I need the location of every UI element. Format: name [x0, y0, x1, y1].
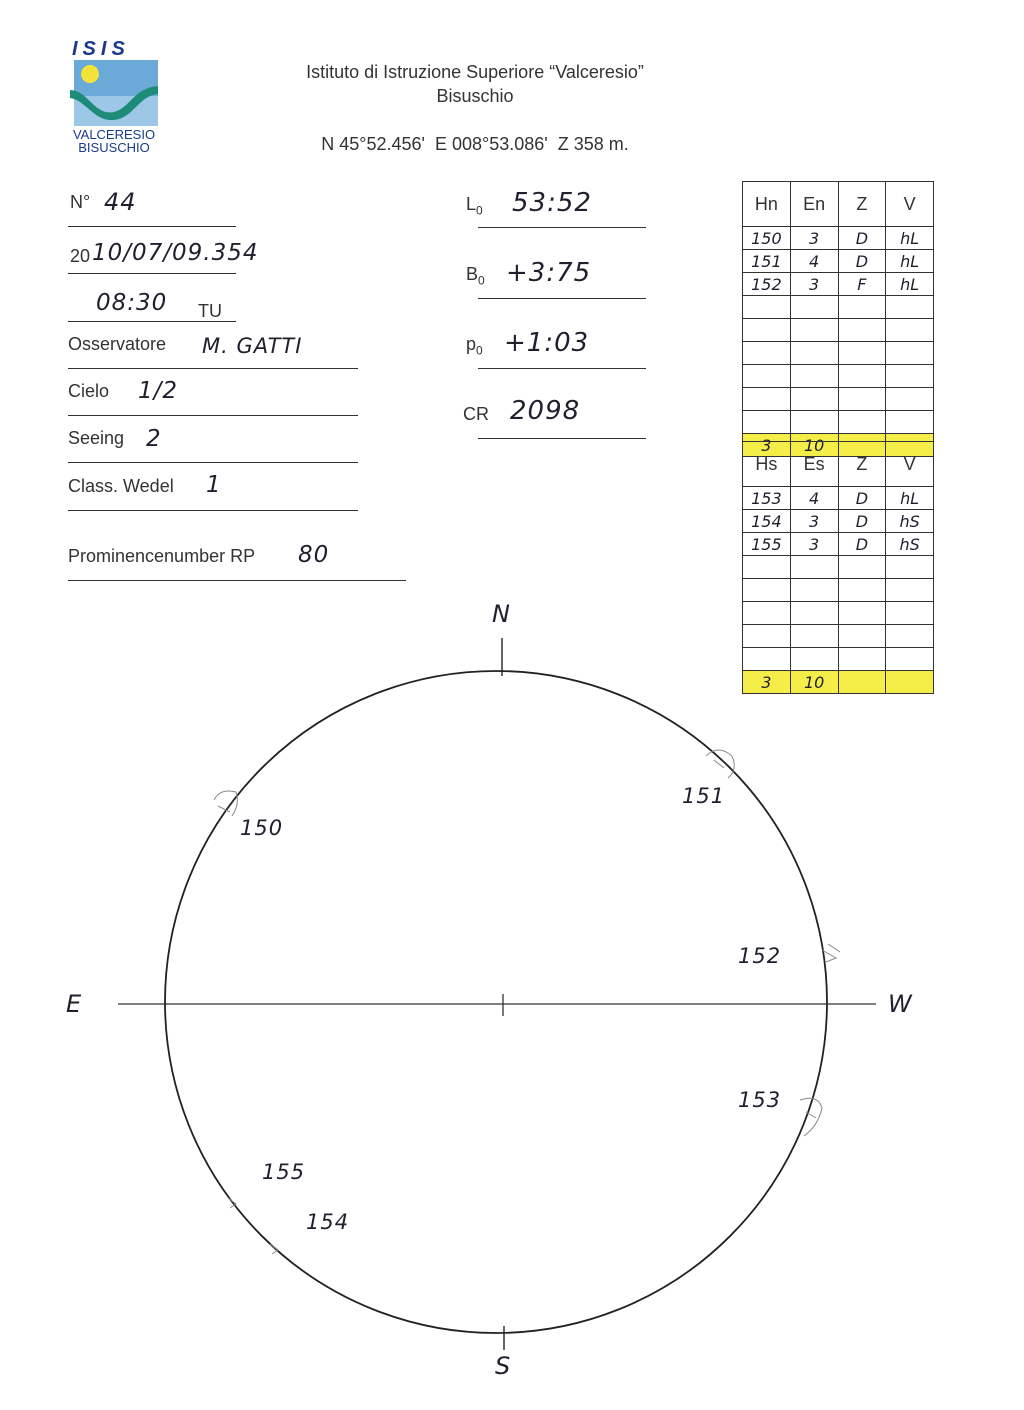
table-cell	[790, 365, 838, 388]
logo-emblem	[68, 60, 160, 128]
col-header: Es	[790, 442, 838, 487]
number-rule	[68, 226, 236, 227]
prominence-label-155: 155	[262, 1160, 306, 1184]
observer-rule	[68, 368, 358, 369]
l0-label: $L_0$	[466, 194, 483, 218]
table-cell	[743, 365, 791, 388]
observer-label: Osservatore	[68, 334, 167, 354]
logo-caption-2: BISUSCHIO	[78, 140, 150, 155]
table-cell: D	[838, 487, 886, 510]
table-cell	[838, 365, 886, 388]
table-cell	[790, 388, 838, 411]
table-cell: 154	[743, 510, 791, 533]
table-cell: hS	[886, 510, 934, 533]
table-cell: 3	[790, 227, 838, 250]
table-row	[743, 273, 934, 296]
table-cell	[886, 342, 934, 365]
table-cell	[743, 556, 791, 579]
institute-city: Bisuschio	[436, 86, 514, 106]
east-label: E	[66, 990, 83, 1018]
time-rule	[68, 321, 236, 322]
table-cell	[886, 365, 934, 388]
institute-name: Istituto di Istruzione Superiore “Valceresio”	[306, 62, 644, 82]
logo-wordmark: ISIS	[72, 38, 130, 60]
col-header: V	[886, 182, 934, 227]
col-header: En	[790, 182, 838, 227]
prominence-value: 80	[298, 542, 330, 568]
table-cell	[743, 411, 791, 434]
table-cell: 151	[743, 250, 791, 273]
table-cell	[838, 388, 886, 411]
seeing-rule	[68, 462, 358, 463]
solar-disk-diagram	[0, 590, 1024, 1390]
observation-number: 44	[104, 188, 137, 216]
observation-time: 08:30	[96, 290, 168, 316]
cr-rule	[478, 438, 646, 439]
prominence-label-152: 152	[738, 944, 782, 968]
table-row	[743, 296, 934, 319]
table-row	[743, 319, 934, 342]
table-cell: 150	[743, 227, 791, 250]
table-cell	[743, 388, 791, 411]
table-cell	[886, 319, 934, 342]
table-row	[743, 365, 934, 388]
table-cell	[743, 319, 791, 342]
l0-rule	[478, 227, 646, 228]
table-cell: 3	[790, 510, 838, 533]
observer-name: M. GATTI	[202, 334, 303, 358]
table-cell: hS	[886, 533, 934, 556]
table-cell	[886, 411, 934, 434]
date-prefix: 20	[70, 246, 91, 266]
table-cell	[838, 556, 886, 579]
table-cell: 152	[743, 273, 791, 296]
table-cell: 155	[743, 533, 791, 556]
table-cell	[838, 342, 886, 365]
table-row	[743, 411, 934, 434]
table-cell: 153	[743, 487, 791, 510]
wedel-label: Class. Wedel	[68, 476, 174, 496]
col-header: Z	[838, 442, 886, 487]
carrington-rotation: 2098	[510, 396, 581, 426]
table-cell: D	[838, 227, 886, 250]
col-header: Hn	[743, 182, 791, 227]
total-prominences: 10	[790, 434, 838, 457]
b0-rule	[478, 298, 646, 299]
table-row	[743, 487, 934, 510]
total-prominences: 10	[790, 671, 838, 694]
table-cell: hL	[886, 250, 934, 273]
table-header-row	[743, 442, 934, 487]
table-cell	[838, 296, 886, 319]
table-cell: 4	[790, 250, 838, 273]
west-label: W	[888, 990, 913, 1018]
prominence-sketch-154	[270, 1244, 278, 1254]
sky-label: Cielo	[68, 381, 110, 401]
table-cell	[886, 388, 934, 411]
table-cell	[790, 319, 838, 342]
table-cell	[743, 296, 791, 319]
solar-disk	[165, 671, 827, 1333]
total-groups: 3	[743, 434, 791, 457]
logo-caption-1: VALCERESIO	[72, 127, 156, 142]
seeing-label: Seeing	[68, 428, 125, 448]
table-row	[743, 510, 934, 533]
sky-rule	[68, 415, 358, 416]
wedel-rule	[68, 510, 358, 511]
observation-date: 10/07/09.354	[92, 240, 259, 266]
table-row	[743, 388, 934, 411]
table-row	[743, 250, 934, 273]
table-row	[743, 556, 934, 579]
prominence-label-150: 150	[240, 816, 284, 840]
seeing-value: 2	[146, 426, 162, 452]
school-logo	[66, 38, 162, 156]
prominence-label-151: 151	[682, 784, 726, 808]
col-header: V	[886, 442, 934, 487]
table-cell	[886, 556, 934, 579]
table-row	[743, 533, 934, 556]
prominence-label: Prominencenumber RP	[68, 546, 256, 566]
p0-rule	[478, 368, 646, 369]
table-row	[743, 227, 934, 250]
table-cell: 4	[790, 487, 838, 510]
p0-label: $p_0$	[466, 334, 483, 358]
table-header-row	[743, 182, 934, 227]
table-cell: F	[838, 273, 886, 296]
p0-value: +1:03	[504, 328, 590, 358]
l0-value: 53:52	[512, 188, 592, 218]
wedel-value: 1	[206, 472, 222, 498]
table-cell	[838, 411, 886, 434]
table-cell	[790, 342, 838, 365]
sky-value: 1/2	[138, 378, 179, 404]
prominence-rule	[68, 580, 406, 581]
table-cell: 3	[790, 273, 838, 296]
south-label: S	[495, 1352, 512, 1380]
col-header: Hs	[743, 442, 791, 487]
north-label: N	[492, 600, 511, 628]
table-cell: hL	[886, 487, 934, 510]
prominence-sketch-151	[706, 750, 734, 778]
table-cell: hL	[886, 273, 934, 296]
time-unit: TU	[198, 301, 222, 321]
number-label: N°	[70, 192, 91, 212]
table-cell: D	[838, 510, 886, 533]
table-cell	[743, 342, 791, 365]
table-cell: hL	[886, 227, 934, 250]
prominence-label-153: 153	[738, 1088, 782, 1112]
table-row	[743, 342, 934, 365]
table-cell: 3	[790, 533, 838, 556]
prominence-sketches	[214, 750, 840, 1254]
table-cell	[838, 319, 886, 342]
total-groups: 3	[743, 671, 791, 694]
b0-value: +3:75	[506, 258, 592, 288]
cr-label: CR	[463, 404, 489, 424]
table-cell	[790, 411, 838, 434]
table-cell: D	[838, 250, 886, 273]
prominence-label-154: 154	[306, 1210, 350, 1234]
date-rule	[68, 273, 236, 274]
observatory-coordinates: N 45°52.456' E 008°53.086' Z 358 m.	[321, 134, 629, 154]
table-cell	[790, 296, 838, 319]
col-header: Z	[838, 182, 886, 227]
table-cell	[790, 556, 838, 579]
table-cell: D	[838, 533, 886, 556]
b0-label: $B_0$	[466, 264, 485, 288]
north-hemisphere-table	[742, 181, 934, 457]
table-cell	[886, 296, 934, 319]
